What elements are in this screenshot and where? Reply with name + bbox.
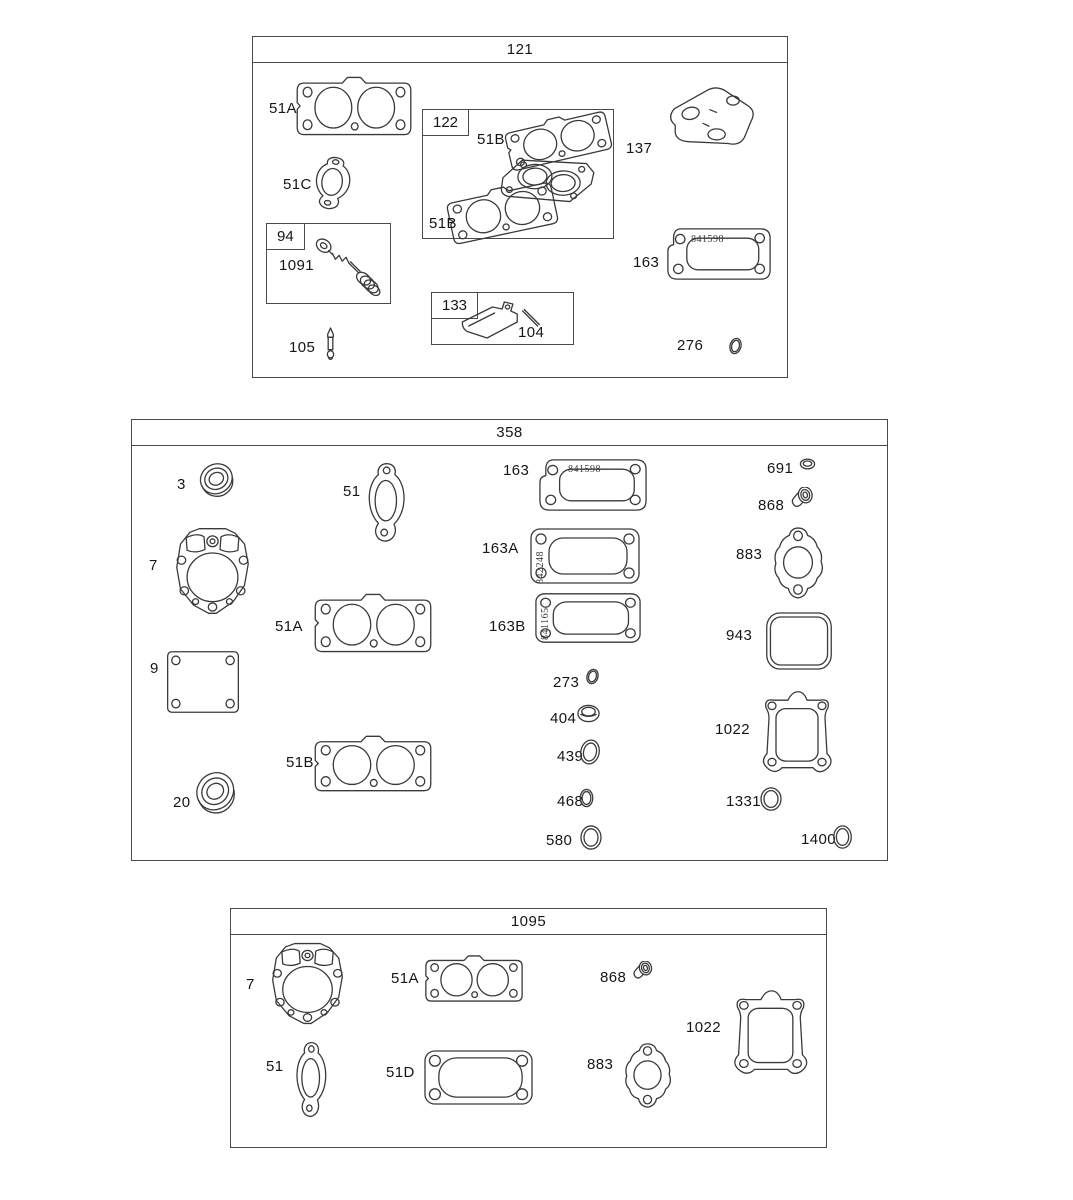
part-label-51a: 51A: [275, 618, 303, 635]
part-label-163a: 163A: [482, 540, 519, 557]
subgroup-133-label: 133: [431, 292, 478, 319]
part-label-51: 51: [266, 1058, 284, 1075]
part-label-51a: 51A: [391, 970, 419, 987]
seal-1331-drawing: [759, 786, 783, 812]
gasket-51b-drawing: [313, 734, 433, 793]
part-label-51c: 51C: [283, 176, 312, 193]
gasket-163-stamp: 841598: [691, 234, 724, 245]
part-label-883: 883: [736, 546, 763, 563]
gasket-163a-stamp: 842248: [535, 551, 546, 584]
part-label-20: 20: [173, 794, 191, 811]
subgroup-122-label: 122: [422, 109, 469, 136]
needle-seat-kit-drawing: [313, 236, 381, 298]
washer-691-drawing: [799, 458, 816, 470]
part-label-51b-lower: 51B: [429, 215, 457, 232]
part-label-691: 691: [767, 460, 794, 477]
part-label-163: 163: [633, 254, 660, 271]
part-label-51: 51: [343, 483, 361, 500]
head-gasket-7-drawing: [269, 941, 346, 1026]
subgroup-122: [422, 109, 614, 239]
plug-868-drawing: [631, 961, 655, 982]
seal-276-drawing: [727, 336, 744, 357]
part-label-137: 137: [626, 140, 653, 157]
gasket-51a-drawing: [313, 592, 433, 654]
part-label-1022: 1022: [686, 1019, 721, 1036]
seal-580-drawing: [579, 824, 603, 851]
parts-group-358: [131, 419, 888, 861]
gasket-51-drawing: [362, 462, 408, 546]
part-label-7: 7: [149, 557, 158, 574]
part-label-105: 105: [289, 339, 316, 356]
valve-cover-gasket-1022-drawing: [729, 987, 812, 1080]
oil-seal-3-drawing: [198, 460, 236, 502]
group-358-title: 358: [132, 420, 887, 446]
part-label-404: 404: [550, 710, 577, 727]
seal-468-drawing: [579, 788, 594, 808]
gasket-51-drawing: [291, 1041, 329, 1121]
part-label-868: 868: [758, 497, 785, 514]
gasket-51b-lower-drawing: [443, 175, 561, 247]
part-label-3: 3: [177, 476, 186, 493]
subgroup-94: [266, 223, 391, 304]
part-label-868: 868: [600, 969, 627, 986]
part-label-276: 276: [677, 337, 704, 354]
part-label-9: 9: [150, 660, 159, 677]
part-label-1091: 1091: [279, 257, 314, 274]
part-label-468: 468: [557, 793, 584, 810]
subgroup-133: [431, 292, 574, 345]
valve-cover-gasket-1022-drawing: [758, 688, 836, 778]
gasket-51c-drawing: [305, 153, 356, 215]
part-label-1400: 1400: [801, 831, 836, 848]
inlet-needle-drawing: [324, 327, 337, 362]
seal-439-drawing: [576, 736, 603, 768]
gasket-51a-drawing: [295, 75, 413, 137]
part-label-51b-upper: 51B: [477, 131, 505, 148]
oil-seal-20-drawing: [194, 768, 238, 820]
part-label-51b: 51B: [286, 754, 314, 771]
parts-group-121: [252, 36, 788, 378]
gasket-163-stamp: 841598: [568, 464, 601, 475]
part-label-163b: 163B: [489, 618, 526, 635]
gasket-51d-drawing: [423, 1049, 534, 1106]
part-label-1022: 1022: [715, 721, 750, 738]
seal-1400-drawing: [832, 824, 853, 850]
parts-group-1095: [230, 908, 827, 1148]
part-label-580: 580: [546, 832, 573, 849]
gasket-9-drawing: [166, 650, 240, 714]
part-label-439: 439: [557, 748, 584, 765]
part-label-163: 163: [503, 462, 530, 479]
group-1095-title: 1095: [231, 909, 826, 935]
group-121-title: 121: [253, 37, 787, 63]
grommet-404-drawing: [576, 704, 601, 723]
part-label-7: 7: [246, 976, 255, 993]
gasket-883-drawing: [773, 526, 823, 601]
part-label-1331: 1331: [726, 793, 761, 810]
gasket-883-drawing: [624, 1042, 671, 1110]
gasket-163b-stamp: 841165: [540, 607, 551, 640]
seal-943-drawing: [764, 610, 834, 672]
gasket-51a-drawing: [424, 954, 524, 1003]
plug-868-drawing: [789, 487, 816, 511]
gasket-137-drawing: [655, 85, 759, 149]
part-label-51a: 51A: [269, 100, 297, 117]
head-gasket-7-drawing: [173, 526, 252, 616]
subgroup-94-label: 94: [266, 223, 305, 250]
part-label-943: 943: [726, 627, 753, 644]
part-label-273: 273: [553, 674, 580, 691]
part-label-104: 104: [518, 324, 545, 341]
part-label-883: 883: [587, 1056, 614, 1073]
part-label-51d: 51D: [386, 1064, 415, 1081]
seal-273-drawing: [584, 666, 602, 686]
